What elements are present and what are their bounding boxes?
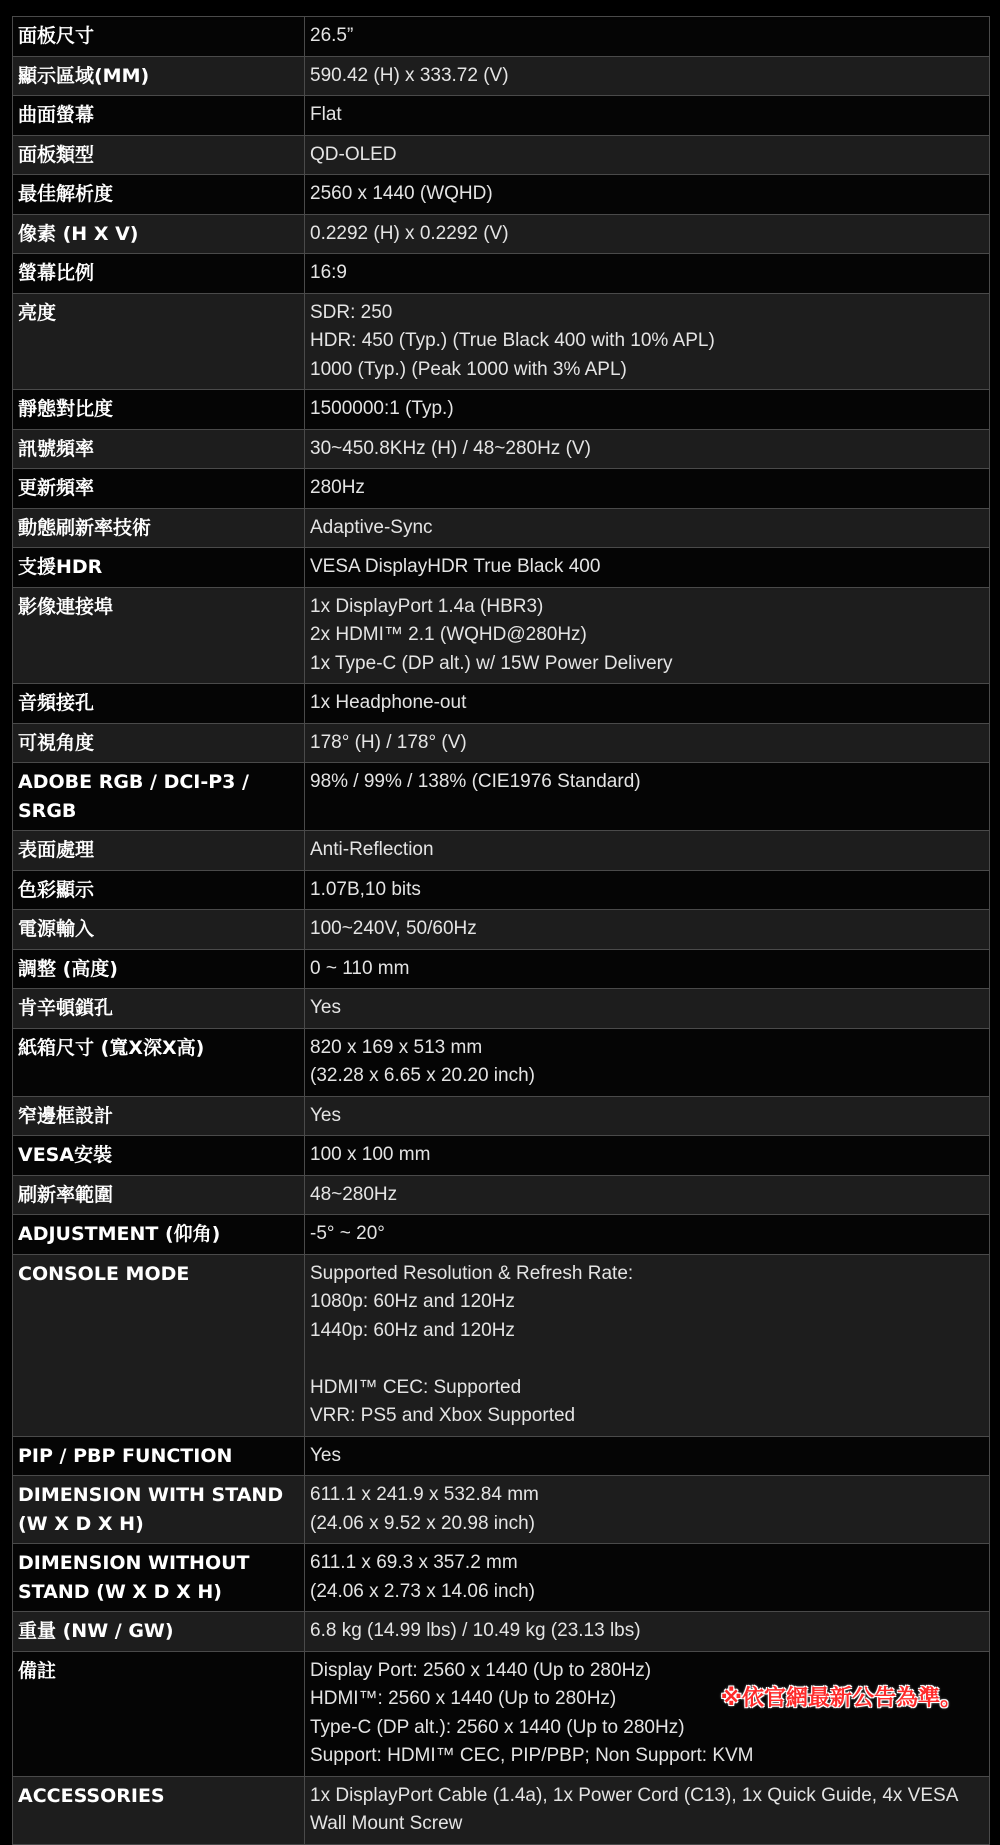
spec-value-line: Yes	[310, 1104, 341, 1126]
spec-row	[13, 1254, 990, 1436]
spec-value-line: 1x DisplayPort 1.4a (HBR3)	[310, 595, 544, 617]
spec-value-line: 590.42 (H) x 333.72 (V)	[310, 64, 509, 86]
spec-row	[13, 1476, 990, 1544]
spec-row	[13, 989, 990, 1029]
spec-label: 曲面螢幕	[13, 96, 305, 136]
spec-value	[305, 989, 990, 1029]
spec-value	[305, 1612, 990, 1652]
spec-value-line: 1x Headphone-out	[310, 692, 467, 713]
spec-value-line: (24.06 x 9.52 x 20.98 inch)	[310, 1512, 535, 1534]
spec-label: 表面處理	[13, 831, 305, 871]
spec-row	[13, 1612, 990, 1652]
spec-label: 音頻接孔	[13, 684, 305, 724]
spec-label: 影像連接埠	[13, 587, 305, 684]
spec-row	[13, 763, 990, 831]
spec-value-line: 100~240V, 50/60Hz	[310, 918, 477, 939]
spec-value	[305, 175, 990, 215]
spec-label: 色彩顯示	[13, 870, 305, 910]
spec-label: DIMENSION WITH STAND (W X D X H)	[13, 1476, 305, 1544]
spec-value	[305, 96, 990, 136]
spec-value	[305, 1254, 990, 1436]
spec-value-line: 98% / 99% / 138% (CIE1976 Standard)	[310, 771, 641, 792]
spec-row	[13, 831, 990, 871]
spec-label: VESA安裝	[13, 1136, 305, 1176]
spec-label: 顯示區域(MM)	[13, 56, 305, 96]
spec-value-line: 1x DisplayPort Cable (1.4a), 1x Power Cord (C13), 1x Quick Guide, 4x VESA Wall Mount Screw	[310, 1784, 963, 1834]
spec-value-line: 6.8 kg (14.99 lbs) / 10.49 kg (23.13 lbs)	[310, 1620, 641, 1641]
spec-label: 像素 (H X V)	[13, 214, 305, 254]
spec-row	[13, 1028, 990, 1096]
spec-value-line: 280Hz	[310, 477, 365, 498]
spec-value-line: 2560 x 1440 (WQHD)	[310, 183, 493, 204]
spec-row	[13, 469, 990, 509]
spec-value-line: Yes	[310, 997, 341, 1018]
spec-label: 支援HDR	[13, 548, 305, 588]
spec-row	[13, 870, 990, 910]
spec-value-line: 611.1 x 241.9 x 532.84 mm	[310, 1484, 539, 1505]
spec-value-line: Supported Resolution & Refresh Rate:	[310, 1262, 634, 1284]
spec-row	[13, 723, 990, 763]
spec-label: 刷新率範圍	[13, 1175, 305, 1215]
spec-value-line: 1440p: 60Hz and 120Hz	[310, 1319, 515, 1341]
disclaimer-note: ※依官網最新公告為準。	[720, 1686, 962, 1711]
spec-value-line: (24.06 x 2.73 x 14.06 inch)	[310, 1580, 535, 1602]
spec-value-line: Support: HDMI™ CEC, PIP/PBP; Non Support: KVM	[310, 1745, 754, 1766]
spec-row	[13, 254, 990, 294]
spec-row	[13, 910, 990, 950]
spec-value	[305, 17, 990, 57]
spec-value-line: Yes	[310, 1444, 341, 1466]
spec-table-body	[13, 17, 990, 1845]
spec-value	[305, 1136, 990, 1176]
spec-value	[305, 910, 990, 950]
spec-value	[305, 684, 990, 724]
spec-value-line: 1500000:1 (Typ.)	[310, 398, 454, 419]
spec-value-line: 0 ~ 110 mm	[310, 957, 410, 979]
spec-value	[305, 1215, 990, 1255]
spec-label: 訊號頻率	[13, 429, 305, 469]
spec-value-line: (32.28 x 6.65 x 20.20 inch)	[310, 1065, 535, 1086]
spec-value-line: 30~450.8KHz (H) / 48~280Hz (V)	[310, 437, 591, 459]
spec-row	[13, 293, 990, 390]
spec-value	[305, 508, 990, 548]
spec-label: 螢幕比例	[13, 254, 305, 294]
spec-row	[13, 1215, 990, 1255]
spec-value-line: Flat	[310, 104, 342, 125]
spec-value	[305, 254, 990, 294]
spec-value-line: 178° (H) / 178° (V)	[310, 731, 467, 753]
spec-value	[305, 870, 990, 910]
spec-row	[13, 175, 990, 215]
spec-value-line: Anti-Reflection	[310, 839, 434, 860]
spec-row	[13, 429, 990, 469]
spec-value-line: Adaptive-Sync	[310, 516, 433, 538]
spec-value	[305, 135, 990, 175]
spec-value-line: HDMI™: 2560 x 1440 (Up to 280Hz)	[310, 1688, 617, 1709]
spec-value	[305, 1544, 990, 1612]
spec-row	[13, 587, 990, 684]
spec-value-line: Display Port: 2560 x 1440 (Up to 280Hz)	[310, 1659, 652, 1681]
spec-row	[13, 949, 990, 989]
spec-value	[305, 1776, 990, 1844]
spec-row	[13, 390, 990, 430]
spec-label: DIMENSION WITHOUT STAND (W X D X H)	[13, 1544, 305, 1612]
spec-value-line: 2x HDMI™ 2.1 (WQHD@280Hz)	[310, 624, 587, 645]
spec-value-line: VRR: PS5 and Xbox Supported	[310, 1405, 576, 1426]
spec-value-line: 0.2292 (H) x 0.2292 (V)	[310, 222, 509, 244]
spec-label: 面板尺寸	[13, 17, 305, 57]
spec-value-line: Type-C (DP alt.): 2560 x 1440 (Up to 280Hz)	[310, 1716, 685, 1738]
spec-value-line: 1000 (Typ.) (Peak 1000 with 3% APL)	[310, 358, 627, 380]
spec-value-line: 1080p: 60Hz and 120Hz	[310, 1291, 515, 1312]
spec-value-line	[310, 1345, 983, 1374]
spec-table	[12, 16, 990, 1845]
spec-value	[305, 293, 990, 390]
spec-row	[13, 1544, 990, 1612]
spec-value-line: SDR: 250	[310, 301, 393, 323]
spec-label: 面板類型	[13, 135, 305, 175]
spec-label: 重量 (NW / GW)	[13, 1612, 305, 1652]
spec-row	[13, 135, 990, 175]
spec-value	[305, 949, 990, 989]
spec-value-line: 16:9	[310, 262, 347, 283]
spec-row	[13, 508, 990, 548]
spec-value	[305, 723, 990, 763]
spec-value	[305, 763, 990, 831]
spec-label: 最佳解析度	[13, 175, 305, 215]
spec-row	[13, 96, 990, 136]
spec-label: PIP / PBP FUNCTION	[13, 1436, 305, 1476]
spec-row	[13, 684, 990, 724]
spec-label: 更新頻率	[13, 469, 305, 509]
spec-row	[13, 1776, 990, 1844]
spec-value-line: 1.07B,10 bits	[310, 878, 421, 900]
spec-label: 亮度	[13, 293, 305, 390]
spec-value	[305, 587, 990, 684]
spec-label: 紙箱尺寸 (寬X深X高)	[13, 1028, 305, 1096]
spec-row	[13, 1436, 990, 1476]
spec-label: 可視角度	[13, 723, 305, 763]
spec-value-line: 820 x 169 x 513 mm	[310, 1036, 483, 1058]
spec-value-line: VESA DisplayHDR True Black 400	[310, 556, 601, 577]
spec-row	[13, 214, 990, 254]
spec-value	[305, 831, 990, 871]
spec-label: 肯辛頓鎖孔	[13, 989, 305, 1029]
spec-row	[13, 1136, 990, 1176]
spec-value	[305, 469, 990, 509]
spec-value-line: QD-OLED	[310, 143, 397, 165]
spec-label: 靜態對比度	[13, 390, 305, 430]
spec-row	[13, 1096, 990, 1136]
spec-label: ADJUSTMENT (仰角)	[13, 1215, 305, 1255]
spec-value	[305, 548, 990, 588]
spec-label: CONSOLE MODE	[13, 1254, 305, 1436]
spec-row	[13, 17, 990, 57]
spec-row	[13, 1175, 990, 1215]
spec-value-line: HDMI™ CEC: Supported	[310, 1376, 522, 1398]
spec-value-line: HDR: 450 (Typ.) (True Black 400 with 10% APL)	[310, 330, 715, 351]
spec-label: ADOBE RGB / DCI-P3 / SRGB	[13, 763, 305, 831]
spec-label: ACCESSORIES	[13, 1776, 305, 1844]
spec-value	[305, 1028, 990, 1096]
spec-value-line: 100 x 100 mm	[310, 1144, 431, 1165]
spec-value-line: 48~280Hz	[310, 1183, 398, 1205]
spec-value-line: -5° ~ 20°	[310, 1223, 385, 1244]
spec-value-line: 26.5”	[310, 25, 354, 46]
spec-value	[305, 1175, 990, 1215]
spec-label: 窄邊框設計	[13, 1096, 305, 1136]
spec-value	[305, 1476, 990, 1544]
spec-row	[13, 548, 990, 588]
spec-row	[13, 56, 990, 96]
spec-value	[305, 56, 990, 96]
spec-value	[305, 429, 990, 469]
spec-value	[305, 390, 990, 430]
spec-value-line: 611.1 x 69.3 x 357.2 mm	[310, 1552, 518, 1573]
spec-value	[305, 1096, 990, 1136]
spec-label: 調整 (高度)	[13, 949, 305, 989]
spec-value-line: 1x Type-C (DP alt.) w/ 15W Power Delivery	[310, 652, 673, 674]
spec-label: 電源輸入	[13, 910, 305, 950]
spec-label: 動態刷新率技術	[13, 508, 305, 548]
spec-value	[305, 214, 990, 254]
spec-label: 備註	[13, 1651, 305, 1776]
spec-value	[305, 1436, 990, 1476]
